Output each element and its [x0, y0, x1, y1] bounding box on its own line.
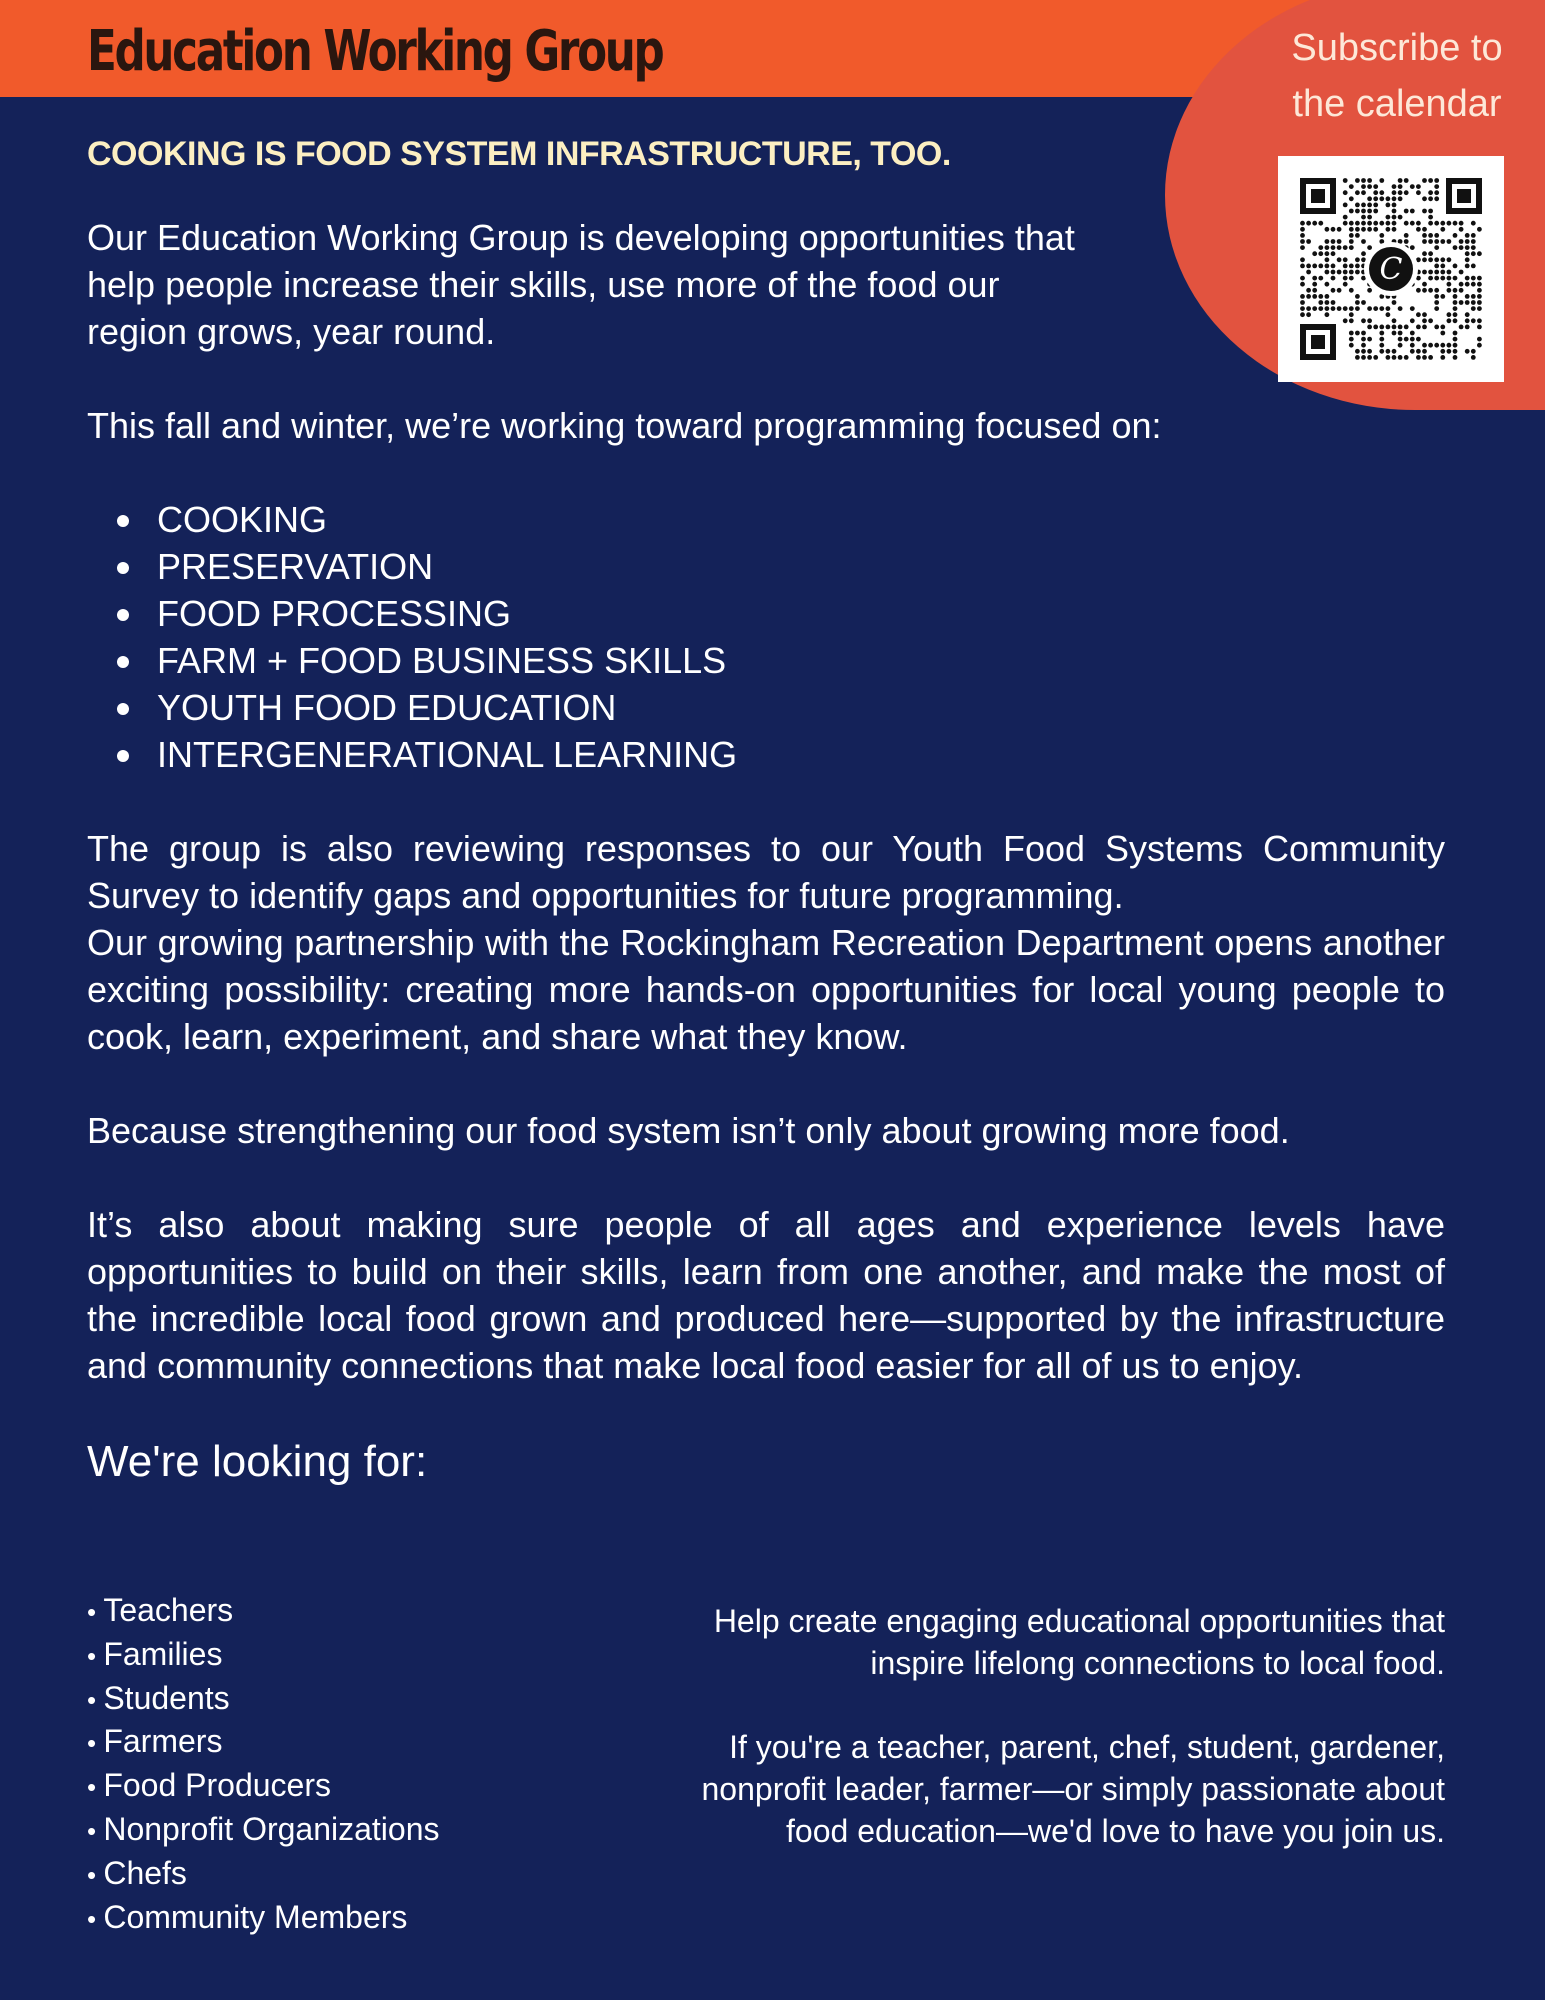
- list-item: • Nonprofit Organizations: [87, 1809, 440, 1853]
- list-item: • Students: [87, 1678, 440, 1722]
- page-title: Education Working Group: [87, 19, 663, 84]
- qr-center-letter: C: [1379, 252, 1403, 287]
- help-paragraph-1: Help create engaging educational opportunities that inspire lifelong connections to local food.: [713, 1603, 1445, 1681]
- focus-item-business-skills: FARM + FOOD BUSINESS SKILLS: [117, 637, 1445, 684]
- list-item: • Chefs: [87, 1853, 440, 1897]
- intro-paragraph: Our Education Working Group is developing opportunities that help people increase their skills, use more of the food our region grows, year round.: [87, 217, 1075, 352]
- help-paragraph-2: If you're a teacher, parent, chef, student, gardener, nonprofit leader, farmer—or simply passionate about food education—we'd love to have you join us.: [701, 1729, 1445, 1849]
- list-item: • Community Members: [87, 1897, 440, 1941]
- survey-paragraph: The group is also reviewing responses to our Youth Food Systems Community Survey to identify gaps and opportunities for future programming.: [87, 828, 1445, 916]
- focus-item-cooking: COOKING: [117, 496, 1445, 543]
- list-item: • Food Producers: [87, 1765, 440, 1809]
- focus-list: [87, 496, 1445, 778]
- subscribe-label: Subscribe to the calendar: [1291, 27, 1503, 125]
- focus-item-intergenerational: INTERGENERATIONAL LEARNING: [117, 731, 1445, 778]
- focus-item-preservation: PRESERVATION: [117, 543, 1445, 590]
- list-item: • Farmers: [87, 1721, 440, 1765]
- main-content: [87, 132, 1445, 1490]
- because-paragraph: Because strengthening our food system isn’t only about growing more food.: [87, 1110, 1290, 1151]
- looking-for-list: [87, 1590, 440, 1940]
- list-item: • Families: [87, 1634, 440, 1678]
- help-text: [645, 1600, 1445, 1852]
- looking-for-heading: We're looking for:: [87, 1437, 428, 1486]
- also-paragraph: It’s also about making sure people of all ages and experience levels have opportunities to build on their skills, learn from one another, and make the most of the incredible local food grown and produced here—supported by the infrastructure and community connections that make local food easier for all of us to enjoy.: [87, 1204, 1445, 1386]
- focus-item-youth-education: YOUTH FOOD EDUCATION: [117, 684, 1445, 731]
- partnership-paragraph: Our growing partnership with the Rockingham Recreation Department opens another exciting possibility: creating more hands-on opportunities for local young people to cook, learn, experiment, and share what they know.: [87, 922, 1445, 1057]
- focus-item-food-processing: FOOD PROCESSING: [117, 590, 1445, 637]
- lead-paragraph: This fall and winter, we’re working toward programming focused on:: [87, 405, 1162, 446]
- headline: COOKING IS FOOD SYSTEM INFRASTRUCTURE, TOO.: [87, 135, 951, 173]
- list-item: • Teachers: [87, 1590, 440, 1634]
